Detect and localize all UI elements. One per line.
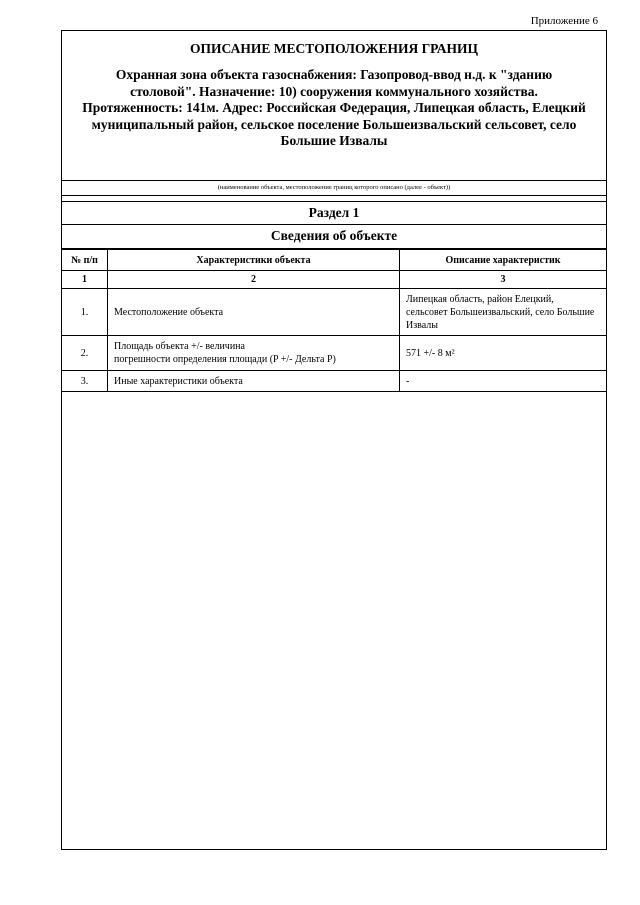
characteristic-text: Площадь объекта +/- величина <box>114 341 245 352</box>
row-number: 3. <box>62 371 108 392</box>
table-header-row <box>62 250 606 271</box>
document-frame <box>61 30 607 850</box>
characteristic-text: Иные характеристики объекта <box>114 375 243 387</box>
column-header-description: Описание характеристик <box>400 250 607 271</box>
description-text: сельсовет Большеизвальский, село Большие <box>406 306 595 318</box>
characteristic-text: Местоположение объекта <box>114 306 224 318</box>
description-text: Липецкая область, район Елецкий, <box>406 293 554 305</box>
table-row <box>62 371 606 392</box>
document-title: ОПИСАНИЕ МЕСТОПОЛОЖЕНИЯ ГРАНИЦ <box>190 41 478 56</box>
column-number: 3 <box>400 271 607 289</box>
object-description-line: Охранная зона объекта газоснабжения: Газопровод-ввод н.д. к "зданию <box>115 67 553 82</box>
characteristic-cell <box>108 336 400 371</box>
description-cell <box>400 336 607 371</box>
description-text: 571 +/- 8 м² <box>406 347 455 359</box>
object-description-line: Протяженность: 141м. Адрес: Российская Федерация, Липецкая область, Елецкий <box>82 100 586 115</box>
column-number: 1 <box>62 271 108 289</box>
row-number: 1. <box>62 289 108 336</box>
object-info-table <box>62 249 606 392</box>
appendix-label: Приложение 6 <box>530 15 598 27</box>
description-text: - <box>406 375 410 387</box>
table-row <box>62 289 606 336</box>
column-header-number: № п/п <box>62 250 108 271</box>
characteristic-cell <box>108 289 400 336</box>
column-number: 2 <box>108 271 400 289</box>
characteristic-cell <box>108 371 400 392</box>
column-header-characteristic: Характеристики объекта <box>108 250 400 271</box>
object-description <box>62 59 606 180</box>
table-row <box>62 336 606 371</box>
column-number-row <box>62 271 606 289</box>
object-caption: (наименование объекта, местоположение границ которого описано (далее - объект)) <box>62 180 606 196</box>
description-text: Извалы <box>406 319 438 331</box>
row-number: 2. <box>62 336 108 371</box>
object-description-line: муниципальный район, сельское поселение Большеизвальский сельсовет, село <box>91 116 577 132</box>
section-title: Раздел 1 <box>62 201 606 225</box>
object-description-line: Большие Извалы <box>280 133 388 148</box>
description-cell <box>400 371 607 392</box>
subsection-title: Сведения об объекте <box>62 225 606 249</box>
object-description-line: столовой". Назначение: 10) сооружения коммунального хозяйства. <box>130 83 538 99</box>
description-cell <box>400 289 607 336</box>
characteristic-text: погрешности определения площади (P +/- Дельта P) <box>114 354 336 365</box>
